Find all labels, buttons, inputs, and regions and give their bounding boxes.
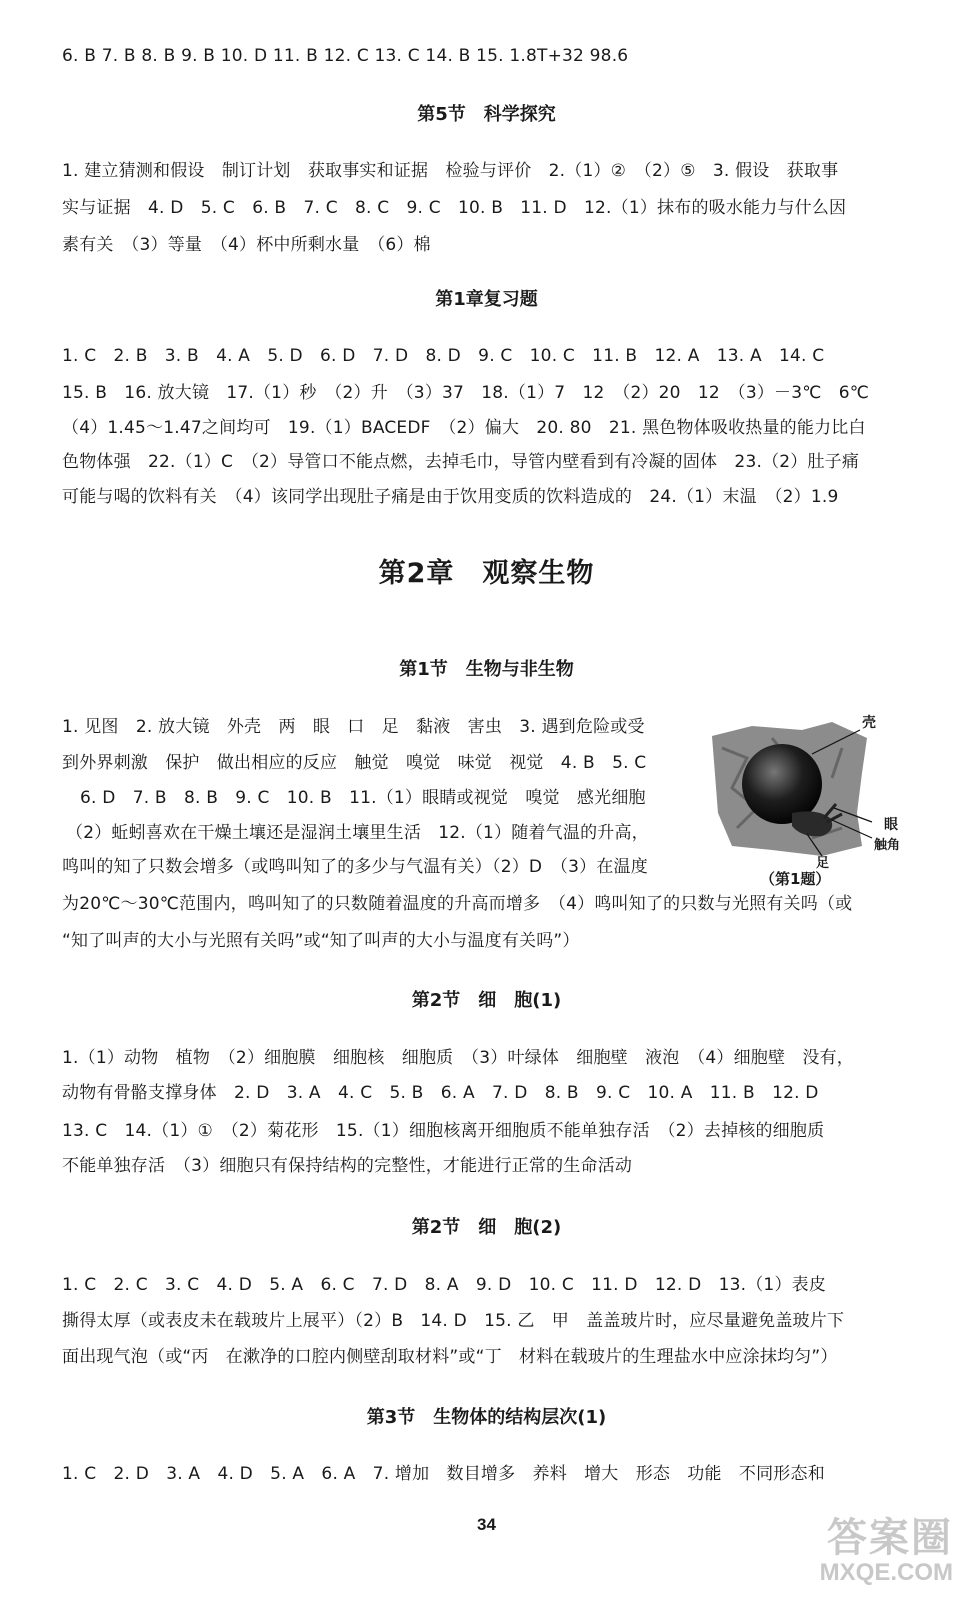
answer-line: 到外界刺激 保护 做出相应的反应 触觉 嗅觉 味觉 视觉 4. B 5. C [62,753,647,773]
section-title: 第5节 科学探究 [417,104,556,125]
section-title: 第2节 细 胞(2) [411,1217,562,1238]
answer-line: 色物体强 22.（1）C （2）导管口不能点燃，去掉毛巾，导管内壁看到有冷凝的固体 23.（2）肚子痛 [62,452,860,472]
answer-line: 为20℃～30℃范围内，鸣叫知了的只数随着温度的升高而增多 （4）鸣叫知了的只数与光照有关吗（或 [62,894,853,914]
answer-line: 1. C 2. C 3. C 4. D 5. A 6. C 7. D 8. A 9. D 10. C 11. D 12. D 13.（1）表皮 [62,1275,827,1295]
answer-line: 不能单独存活 （3）细胞只有保持结构的完整性，才能进行正常的生命活动 [62,1156,633,1176]
watermark-url: MXQE.COM [819,1559,953,1586]
watermark-logo: 答案圈 [827,1516,953,1560]
figure-caption: （第1题） [760,870,831,888]
shell-label: 壳 [862,715,876,731]
answer-line: 1. C 2. B 3. B 4. A 5. D 6. D 7. D 8. D 9. C 10. C 11. B 12. A 13. A 14. C [62,346,825,366]
section-title: 第1章复习题 [435,289,538,310]
chapter-title: 第2章 观察生物 [378,558,595,589]
section-title: 第1节 生物与非生物 [399,659,574,680]
answer-line: 13. C 14.（1）① （2）菊花形 15.（1）细胞核离开细胞质不能单独存活 （2）去掉核的细胞质 [62,1121,825,1141]
answer-line: （4）1.45～1.47之间均可 19.（1）BACEDF （2）偏大 20. 80 21. 黑色物体吸收热量的能力比白 [62,418,866,438]
answer-line: 撕得太厚（或表皮未在载玻片上展平）（2）B 14. D 15. 乙 甲 盖盖玻片时，应尽量避免盖玻片下 [62,1311,845,1331]
snail-figure [712,715,912,888]
answer-line: 素有关 （3）等量 （4）杯中所剩水量 （6）棉 [62,235,431,255]
answer-line: 鸣叫的知了只数会增多（或鸣叫知了的多少与气温有关）（2）D （3）在温度 [62,857,648,877]
answer-line: 15. B 16. 放大镜 17.（1）秒 （2）升 （3）37 18.（1）7 12 （2）20 12 （3）－3℃ 6℃ [62,383,870,403]
answer-line: 可能与喝的饮料有关 （4）该同学出现肚子痛是由于饮用变质的饮料造成的 24.（1）末温 （2）1.9 [62,487,839,507]
answer-line: 面出现气泡（或“丙 在漱净的口腔内侧壁刮取材料”或“丁 材料在载玻片的生理盐水中应涂抹均匀”） [62,1347,838,1367]
answer-line: （2）蚯蚓喜欢在干燥土壤还是湿润土壤里生活 12.（1）随着气温的升高， [66,823,649,843]
page-number: 34 [477,1515,496,1534]
watermark [763,1516,953,1592]
answer-line: 动物有骨骼支撑身体 2. D 3. A 4. C 5. B 6. A 7. D 8. B 9. C 10. A 11. B 12. D [62,1083,819,1103]
answer-line: 1.（1）动物 植物 （2）细胞膜 细胞核 细胞质 （3）叶绿体 细胞壁 液泡 （4）细胞壁 没有， [62,1048,854,1068]
answer-line: 1. 建立猜测和假设 制订计划 获取事实和证据 检验与评价 2.（1）② （2）⑤ 3. 假设 获取事 [62,161,839,181]
answer-line: 6. D 7. B 8. B 9. C 10. B 11.（1）眼睛或视觉 嗅觉 感光细胞 [80,788,646,808]
answer-line: 实与证据 4. D 5. C 6. B 7. C 8. C 9. C 10. B 11. D 12.（1）抹布的吸水能力与什么因 [62,198,847,218]
eye-label: 眼 [884,817,898,833]
antenna-label: 触角 [874,838,901,853]
answer-line: 1. 见图 2. 放大镜 外壳 两 眼 口 足 黏液 害虫 3. 遇到危险或受 [62,717,645,737]
section-title: 第3节 生物体的结构层次(1) [366,1407,607,1428]
answer-line: 6. B 7. B 8. B 9. B 10. D 11. B 12. C 13. C 14. B 15. 1.8T+32 98.6 [62,46,629,66]
answer-line: 1. C 2. D 3. A 4. D 5. A 6. A 7. 增加 数目增多 养料 增大 形态 功能 不同形态和 [62,1464,825,1484]
answer-line: “知了叫声的大小与光照有关吗”或“知了叫声的大小与温度有关吗”） [62,931,580,951]
section-title: 第2节 细 胞(1) [411,990,562,1011]
foot-label: 足 [816,856,830,871]
